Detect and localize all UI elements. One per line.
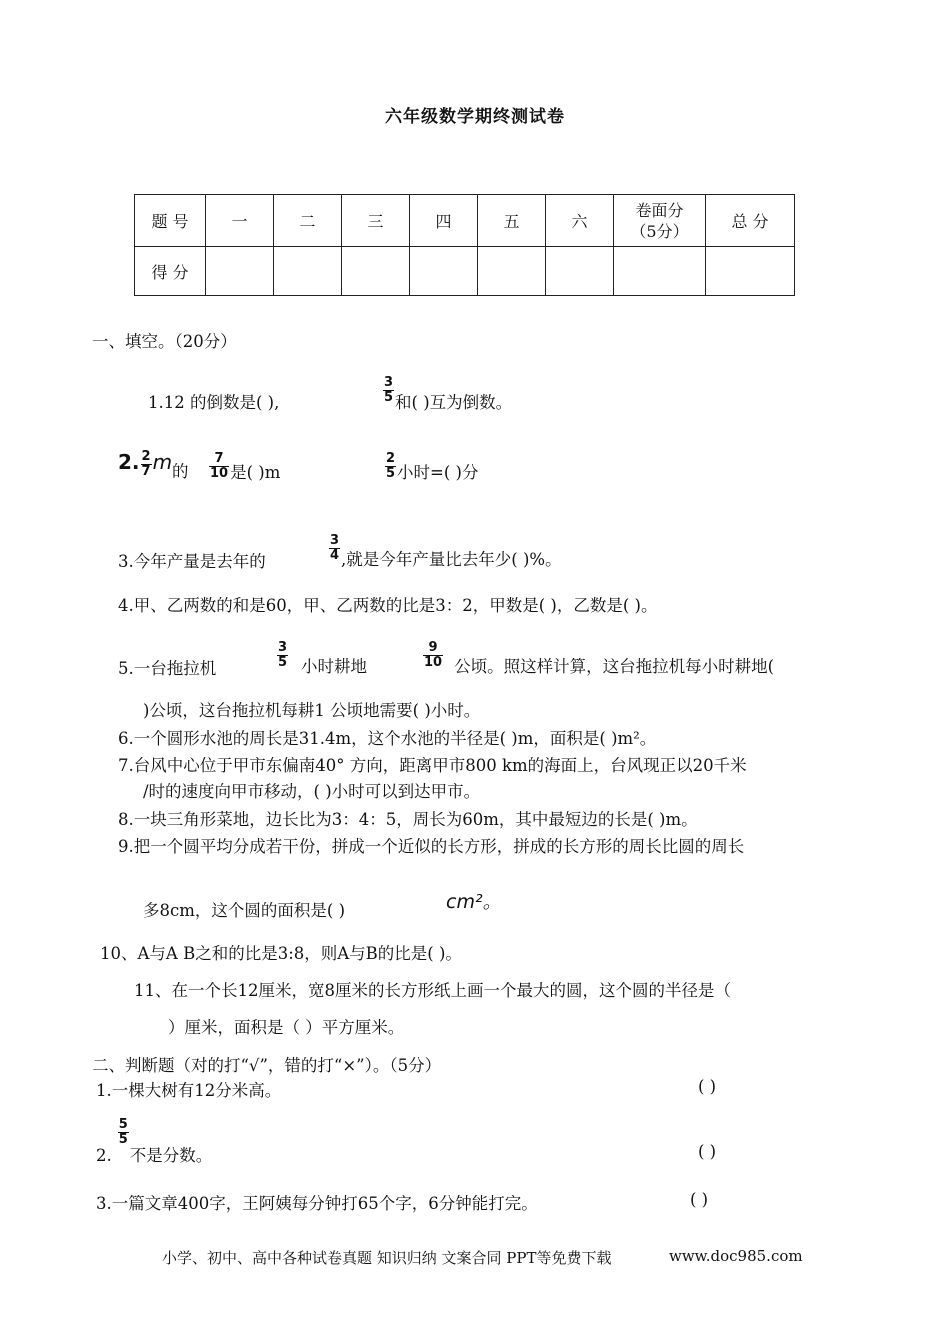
score-header-1: 一 bbox=[206, 195, 274, 247]
score-cell[interactable] bbox=[410, 247, 478, 296]
score-cell[interactable] bbox=[478, 247, 546, 296]
score-cell[interactable] bbox=[274, 247, 342, 296]
question-1: 1.12 的倒数是( ), bbox=[148, 393, 280, 412]
question-3: 3.今年产量是去年的 bbox=[118, 552, 266, 571]
score-cell[interactable] bbox=[342, 247, 410, 296]
question-3-part2: $\frac{3}{4}$ ,就是今年产量比去年少( )%。 bbox=[330, 533, 562, 569]
fraction: $\frac{7}{10}$ bbox=[210, 451, 229, 481]
question-6: 6.一个圆形水池的周长是31.4m，这个水池的半径是( )m，面积是( )m²。 bbox=[118, 729, 657, 748]
question-2-part2: $\frac{7}{10}$ 是( )m bbox=[210, 451, 281, 482]
question-7-line2: /时的速度向甲市移动，( )小时可以到达甲市。 bbox=[143, 782, 481, 801]
fraction: $\frac{9}{10}$ bbox=[424, 640, 443, 670]
judge-2: 2. $\frac{5}{5}$ 不是分数。 bbox=[96, 1117, 213, 1165]
question-8: 8.一块三角形菜地，边长比为3：4：5，周长为60m，其中最短边的长是( )m。 bbox=[118, 810, 698, 829]
question-9-unit: cm²。 bbox=[446, 891, 502, 913]
section1-heading: 一、填空。（20分） bbox=[92, 332, 237, 351]
fraction: $\frac{2}{5}$ bbox=[386, 451, 396, 481]
question-5-line2: )公顷，这台拖拉机每耕1 公顷地需要( )小时。 bbox=[143, 701, 481, 720]
judge-1: 1.一棵大树有12分米高。 bbox=[96, 1081, 282, 1100]
question-9-line2: 多8cm，这个圆的面积是( ) bbox=[143, 901, 346, 920]
question-2: 2. $\frac{2}{7}$ m的 bbox=[118, 449, 189, 481]
fraction: $\frac{5}{5}$ bbox=[118, 1117, 128, 1147]
fraction: $\frac{3}{5}$ bbox=[384, 375, 394, 405]
judge-2-answer[interactable]: ( ) bbox=[698, 1142, 717, 1161]
question-9-line1: 9.把一个圆平均分成若干份，拼成一个近似的长方形，拼成的长方形的周长比圆的周长 bbox=[118, 837, 745, 856]
question-10: 10、A与A B之和的比是3:8，则A与B的比是( )。 bbox=[100, 944, 462, 963]
score-header-4: 四 bbox=[410, 195, 478, 247]
score-header-2: 二 bbox=[274, 195, 342, 247]
question-5-part3: $\frac{9}{10}$ 公顷。照这样计算，这台拖拉机每小时耕地( bbox=[424, 640, 775, 676]
question-11-line2: ）厘米，面积是（ ）平方厘米。 bbox=[168, 1018, 405, 1037]
score-header-5: 五 bbox=[478, 195, 546, 247]
footer-text: 小学、初中、高中各种试卷真题 知识归纳 文案合同 PPT等免费下载 bbox=[162, 1249, 612, 1267]
fraction: $\frac{2}{7}$ bbox=[141, 449, 151, 479]
footer-url[interactable]: www.doc985.com bbox=[669, 1247, 803, 1265]
fraction: $\frac{3}{5}$ bbox=[278, 640, 288, 670]
question-5: 5.一台拖拉机 bbox=[118, 659, 217, 678]
score-header-label: 题 号 bbox=[135, 195, 206, 247]
score-header-3: 三 bbox=[342, 195, 410, 247]
fraction: $\frac{3}{4}$ bbox=[330, 533, 340, 563]
question-2-part3: $\frac{2}{5}$ 小时=( )分 bbox=[386, 451, 479, 482]
score-cell[interactable] bbox=[706, 247, 795, 296]
score-cell[interactable] bbox=[614, 247, 706, 296]
section2-heading: 二、判断题（对的打“√”，错的打“×”）。（5分） bbox=[92, 1056, 442, 1075]
question-5-part2: $\frac{3}{5}$ 小时耕地 bbox=[278, 640, 368, 676]
page-title: 六年级数学期终测试卷 bbox=[385, 107, 565, 127]
score-cell[interactable] bbox=[546, 247, 614, 296]
question-1-part2: $\frac{3}{5}$ 和( )互为倒数。 bbox=[384, 375, 513, 412]
question-11-line1: 11、在一个长12厘米，宽8厘米的长方形纸上画一个最大的圆，这个圆的半径是（ bbox=[134, 981, 731, 1000]
score-table bbox=[134, 194, 795, 296]
score-row-label: 得 分 bbox=[135, 247, 206, 296]
judge-3: 3.一篇文章400字，王阿姨每分钟打65个字，6分钟能打完。 bbox=[96, 1194, 538, 1213]
question-7-line1: 7.台风中心位于甲市东偏南40° 方向，距离甲市800 km的海面上，台风现正以20千米 bbox=[118, 756, 747, 775]
question-4: 4.甲、乙两数的和是60，甲、乙两数的比是3：2，甲数是( )，乙数是( )。 bbox=[118, 596, 658, 615]
score-header-total: 总 分 bbox=[706, 195, 795, 247]
score-header-neatness: 卷面分 （5分） bbox=[614, 195, 706, 247]
score-header-6: 六 bbox=[546, 195, 614, 247]
score-cell[interactable] bbox=[206, 247, 274, 296]
judge-1-answer[interactable]: ( ) bbox=[698, 1077, 717, 1096]
judge-3-answer[interactable]: ( ) bbox=[690, 1190, 709, 1209]
